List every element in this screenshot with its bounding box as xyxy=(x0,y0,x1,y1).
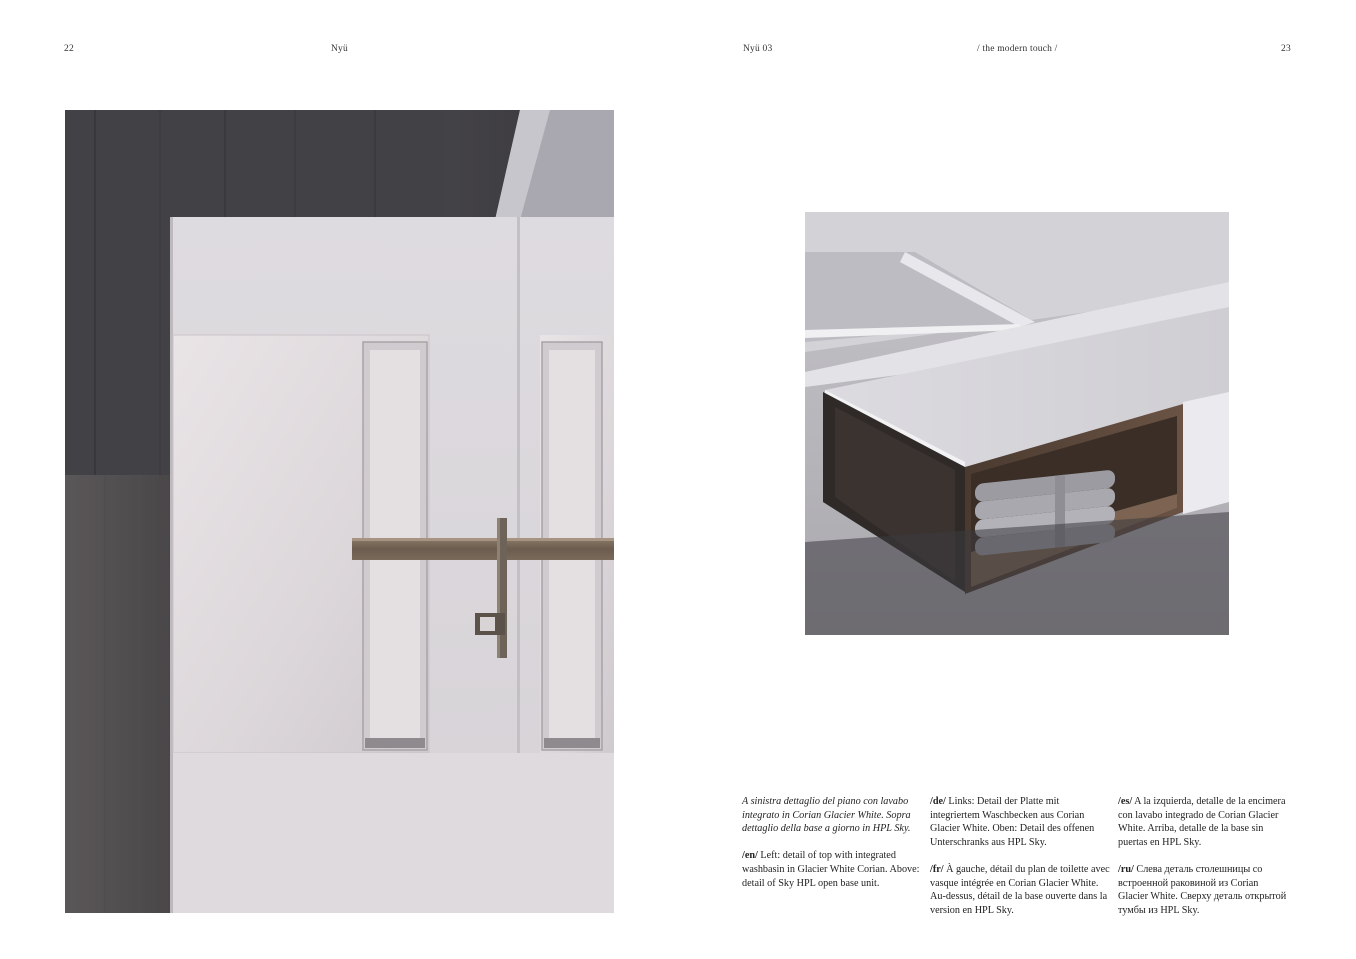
left-page-number: 22 xyxy=(64,44,74,54)
right-tagline-header: / the modern touch / xyxy=(977,44,1058,54)
caption-french-text: À gauche, détail du plan de toilette avec vasque intégrée en Corian Glacier White. Au-dessus, détail de la base ouverte dans la version en HPL Sky. xyxy=(930,863,1110,916)
caption-german-text: Links: Detail der Platte mit integriertem Waschbecken aus Corian Glacier White. Oben: Detail des offenen Unterschranks aus HPL Sky. xyxy=(930,796,1095,848)
caption-column-2 xyxy=(930,795,1110,917)
caption-russian-text: Слева деталь столешницы со встроенной раковиной из Corian Glacier White. Сверху деталь открытой тумбы из HPL Sky. xyxy=(1118,863,1287,916)
caption-french xyxy=(930,863,1110,917)
lang-tag-ru: /ru/ xyxy=(1118,863,1134,875)
right-photo xyxy=(805,212,1229,635)
lang-tag-de: /de/ xyxy=(930,796,946,807)
caption-german xyxy=(930,795,1110,849)
right-collection-header: Nyü 03 xyxy=(743,44,773,54)
caption-column-3 xyxy=(1118,795,1290,917)
lang-tag-en: /en/ xyxy=(742,850,758,862)
lang-tag-fr: /fr/ xyxy=(930,863,944,875)
caption-italian: A sinistra dettaglio del piano con lavabo integrato in Corian Glacier White. Sopra dettaglio della base a giorno in HPL Sky. xyxy=(742,796,911,835)
right-page-number: 23 xyxy=(1281,44,1291,54)
caption-column-1 xyxy=(742,795,922,890)
caption-english-text: Left: detail of top with integrated washbasin in Glacier White Corian. Above: detail of Sky HPL open base unit. xyxy=(742,850,920,889)
lang-tag-es: /es/ xyxy=(1118,796,1133,807)
caption-english xyxy=(742,849,922,890)
left-brand-header: Nyü xyxy=(331,44,348,54)
caption-spanish xyxy=(1118,795,1290,849)
caption-russian xyxy=(1118,863,1290,917)
left-photo xyxy=(65,110,614,913)
caption-spanish-text: A la izquierda, detalle de la encimera con lavabo integrado de Corian Glacier White. Arriba, detalle de la base sin puertas en HPL Sky. xyxy=(1118,796,1286,848)
